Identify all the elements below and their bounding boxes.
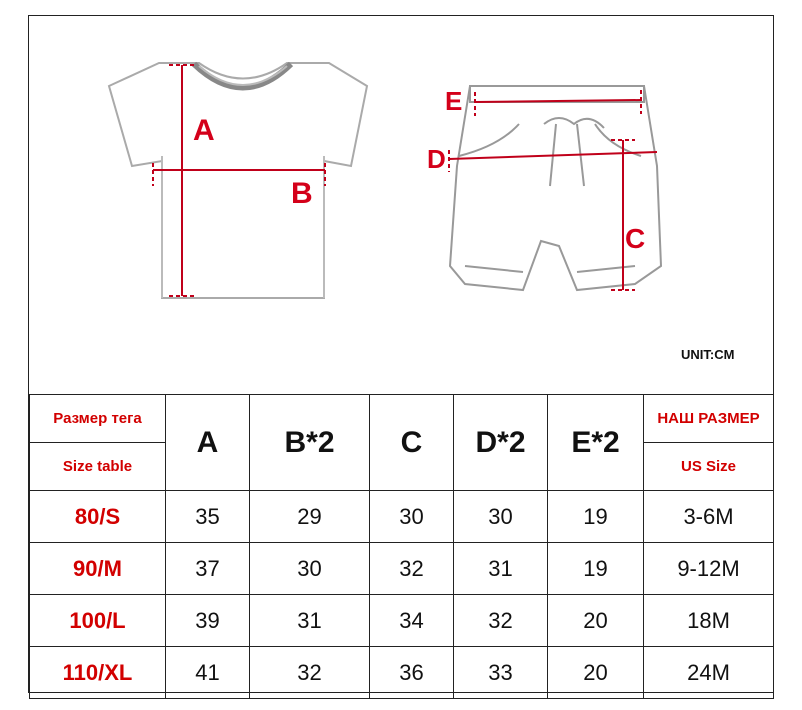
tag-size-header: Размер тега [30,395,166,443]
value-cell-b2: 31 [250,595,370,647]
size-cell: 80/S [30,491,166,543]
value-cell-a: 41 [166,647,250,699]
us-size-cell: 18M [644,595,774,647]
measurement-diagram [29,16,773,394]
value-cell-a: 35 [166,491,250,543]
value-cell-c: 30 [370,491,454,543]
tshirt-label-b: B [291,177,313,210]
value-cell-c: 32 [370,543,454,595]
col-header-b2: B*2 [250,395,370,491]
size-table [29,394,774,699]
our-size-header: НАШ РАЗМЕР [644,395,774,443]
us-size-cell: 9-12M [644,543,774,595]
value-cell-d2: 30 [454,491,548,543]
value-cell-e2: 19 [548,491,644,543]
value-cell-c: 34 [370,595,454,647]
value-cell-d2: 31 [454,543,548,595]
value-cell-d2: 33 [454,647,548,699]
value-cell-e2: 19 [548,543,644,595]
shorts-label-c: C [625,223,646,254]
size-cell: 110/XL [30,647,166,699]
table-row [30,491,774,543]
value-cell-a: 37 [166,543,250,595]
size-table-header: Size table [30,443,166,491]
size-chart-frame [28,15,774,693]
header-row-1 [30,395,774,443]
shorts-label-e: E [445,86,463,116]
garment-diagram [29,16,773,394]
col-header-d2: D*2 [454,395,548,491]
value-cell-a: 39 [166,595,250,647]
value-cell-b2: 29 [250,491,370,543]
size-cell: 90/M [30,543,166,595]
col-header-a: A [166,395,250,491]
tshirt-label-a: A [193,114,215,147]
size-cell: 100/L [30,595,166,647]
us-size-cell: 3-6M [644,491,774,543]
col-header-c: C [370,395,454,491]
tshirt-illustration [109,63,367,298]
shorts-illustration [450,86,661,290]
table-row [30,543,774,595]
value-cell-c: 36 [370,647,454,699]
table-row [30,647,774,699]
value-cell-d2: 32 [454,595,548,647]
us-size-header: US Size [644,443,774,491]
col-header-e2: E*2 [548,395,644,491]
unit-label: UNIT:CM [681,347,735,362]
value-cell-e2: 20 [548,595,644,647]
value-cell-b2: 32 [250,647,370,699]
value-cell-e2: 20 [548,647,644,699]
table-row [30,595,774,647]
value-cell-b2: 30 [250,543,370,595]
shorts-label-d: D [427,144,446,174]
us-size-cell: 24M [644,647,774,699]
